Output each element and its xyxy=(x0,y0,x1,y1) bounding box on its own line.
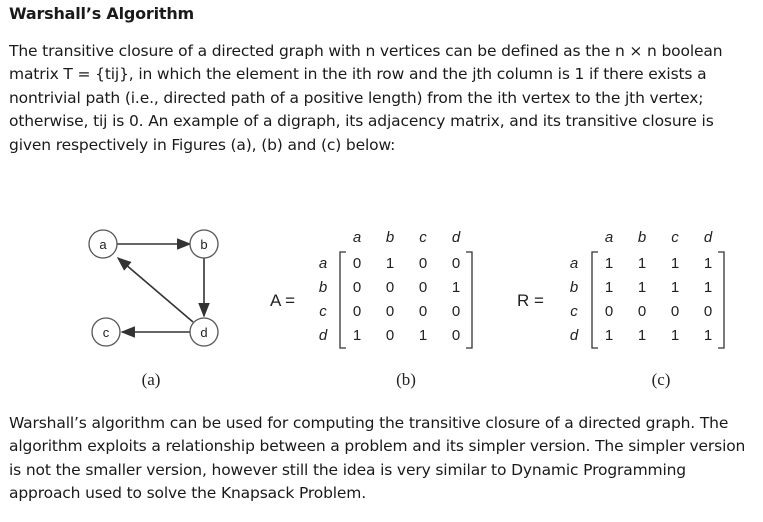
caption-b: (b) xyxy=(396,370,416,389)
col-label: d xyxy=(703,229,713,246)
matrix-cell: 1 xyxy=(418,327,428,344)
digraph xyxy=(89,230,218,346)
outro-paragraph xyxy=(9,412,745,506)
left-bracket xyxy=(592,252,598,348)
matrix-cell: 1 xyxy=(604,255,614,272)
matrix-cell: 0 xyxy=(385,279,395,296)
adjacency-matrix xyxy=(270,229,472,389)
row-label: c xyxy=(319,303,327,320)
col-label: a xyxy=(604,229,614,246)
vertex-c xyxy=(92,318,120,346)
outro-line: is not the smaller version, however still the idea is very similar to Dynamic Programming xyxy=(9,460,686,479)
matrix-cell: 0 xyxy=(418,303,428,320)
edge-d-a xyxy=(118,258,193,322)
matrix-cell: 0 xyxy=(604,303,614,320)
matrix-cell: 0 xyxy=(670,303,680,320)
vertex-d xyxy=(190,318,218,346)
col-label: c xyxy=(671,229,679,246)
matrix-label: R = xyxy=(517,291,544,310)
outro-line: approach used to solve the Knapsack Problem. xyxy=(9,484,367,503)
caption-c: (c) xyxy=(651,370,671,389)
row-label: a xyxy=(318,255,328,272)
row-label: a xyxy=(569,255,579,272)
vertex-label: c xyxy=(102,325,110,340)
vertex-label: b xyxy=(200,237,208,252)
vertex-b xyxy=(190,230,218,258)
matrix-cell: 1 xyxy=(637,327,647,344)
left-bracket xyxy=(340,252,346,348)
matrix-cell: 0 xyxy=(352,279,362,296)
matrix-cell: 0 xyxy=(451,303,461,320)
matrix-cell: 1 xyxy=(604,279,614,296)
matrix-cell: 1 xyxy=(703,327,713,344)
matrix-cell: 0 xyxy=(637,303,647,320)
row-label: c xyxy=(570,303,578,320)
outro-line: Warshall’s algorithm can be used for computing the transitive closure of a directed graph. The xyxy=(9,414,729,432)
matrix-cell: 1 xyxy=(670,255,680,272)
matrix-cell: 0 xyxy=(451,255,461,272)
page-title: Warshall’s Algorithm xyxy=(9,4,195,23)
matrix-cell: 1 xyxy=(670,327,680,344)
matrix-cell: 0 xyxy=(385,327,395,344)
col-label: b xyxy=(385,229,395,246)
col-label: a xyxy=(352,229,362,246)
intro-line: nontrivial path (i.e., directed path of a positive length) from the ith vertex to the jth vertex; xyxy=(9,88,704,107)
vertex-label: a xyxy=(99,237,107,252)
matrix-cell: 0 xyxy=(418,279,428,296)
right-bracket xyxy=(718,252,724,348)
matrix-cell: 1 xyxy=(385,255,395,272)
row-label: d xyxy=(569,327,579,344)
closure-matrix xyxy=(517,229,724,389)
vertex-label: d xyxy=(200,325,208,340)
col-label: d xyxy=(451,229,461,246)
matrix-cell: 0 xyxy=(418,255,428,272)
intro-line: given respectively in Figures (a), (b) and (c) below: xyxy=(9,135,396,154)
intro-line: matrix T = {tij}, in which the element in the ith row and the jth column is 1 if there exists a xyxy=(9,65,707,84)
col-label: c xyxy=(419,229,427,246)
matrix-label: A = xyxy=(270,291,296,310)
matrix-cell: 0 xyxy=(703,303,713,320)
intro-line: otherwise, tij is 0. An example of a digraph, its adjacency matrix, and its transitive closure is xyxy=(9,112,714,131)
matrix-cell: 1 xyxy=(352,327,362,344)
matrix-cell: 1 xyxy=(670,279,680,296)
matrix-cell: 1 xyxy=(703,279,713,296)
matrix-cell: 0 xyxy=(352,303,362,320)
matrix-cell: 1 xyxy=(451,279,461,296)
matrix-cell: 0 xyxy=(385,303,395,320)
vertex-a xyxy=(89,230,117,258)
matrix-cell: 1 xyxy=(604,327,614,344)
col-label: b xyxy=(637,229,647,246)
matrix-cell: 0 xyxy=(451,327,461,344)
matrix-cell: 1 xyxy=(637,279,647,296)
outro-line: algorithm exploits a relationship between a problem and its simpler version. The simpler version xyxy=(9,437,746,456)
matrix-cell: 0 xyxy=(352,255,362,272)
right-bracket xyxy=(466,252,472,348)
row-label: d xyxy=(318,327,328,344)
matrix-cell: 1 xyxy=(637,255,647,272)
row-label: b xyxy=(318,279,328,296)
row-label: b xyxy=(569,279,579,296)
intro-line: The transitive closure of a directed graph with n vertices can be defined as the n × n boolean xyxy=(9,42,723,60)
caption-a: (a) xyxy=(141,370,161,389)
matrix-cell: 1 xyxy=(703,255,713,272)
